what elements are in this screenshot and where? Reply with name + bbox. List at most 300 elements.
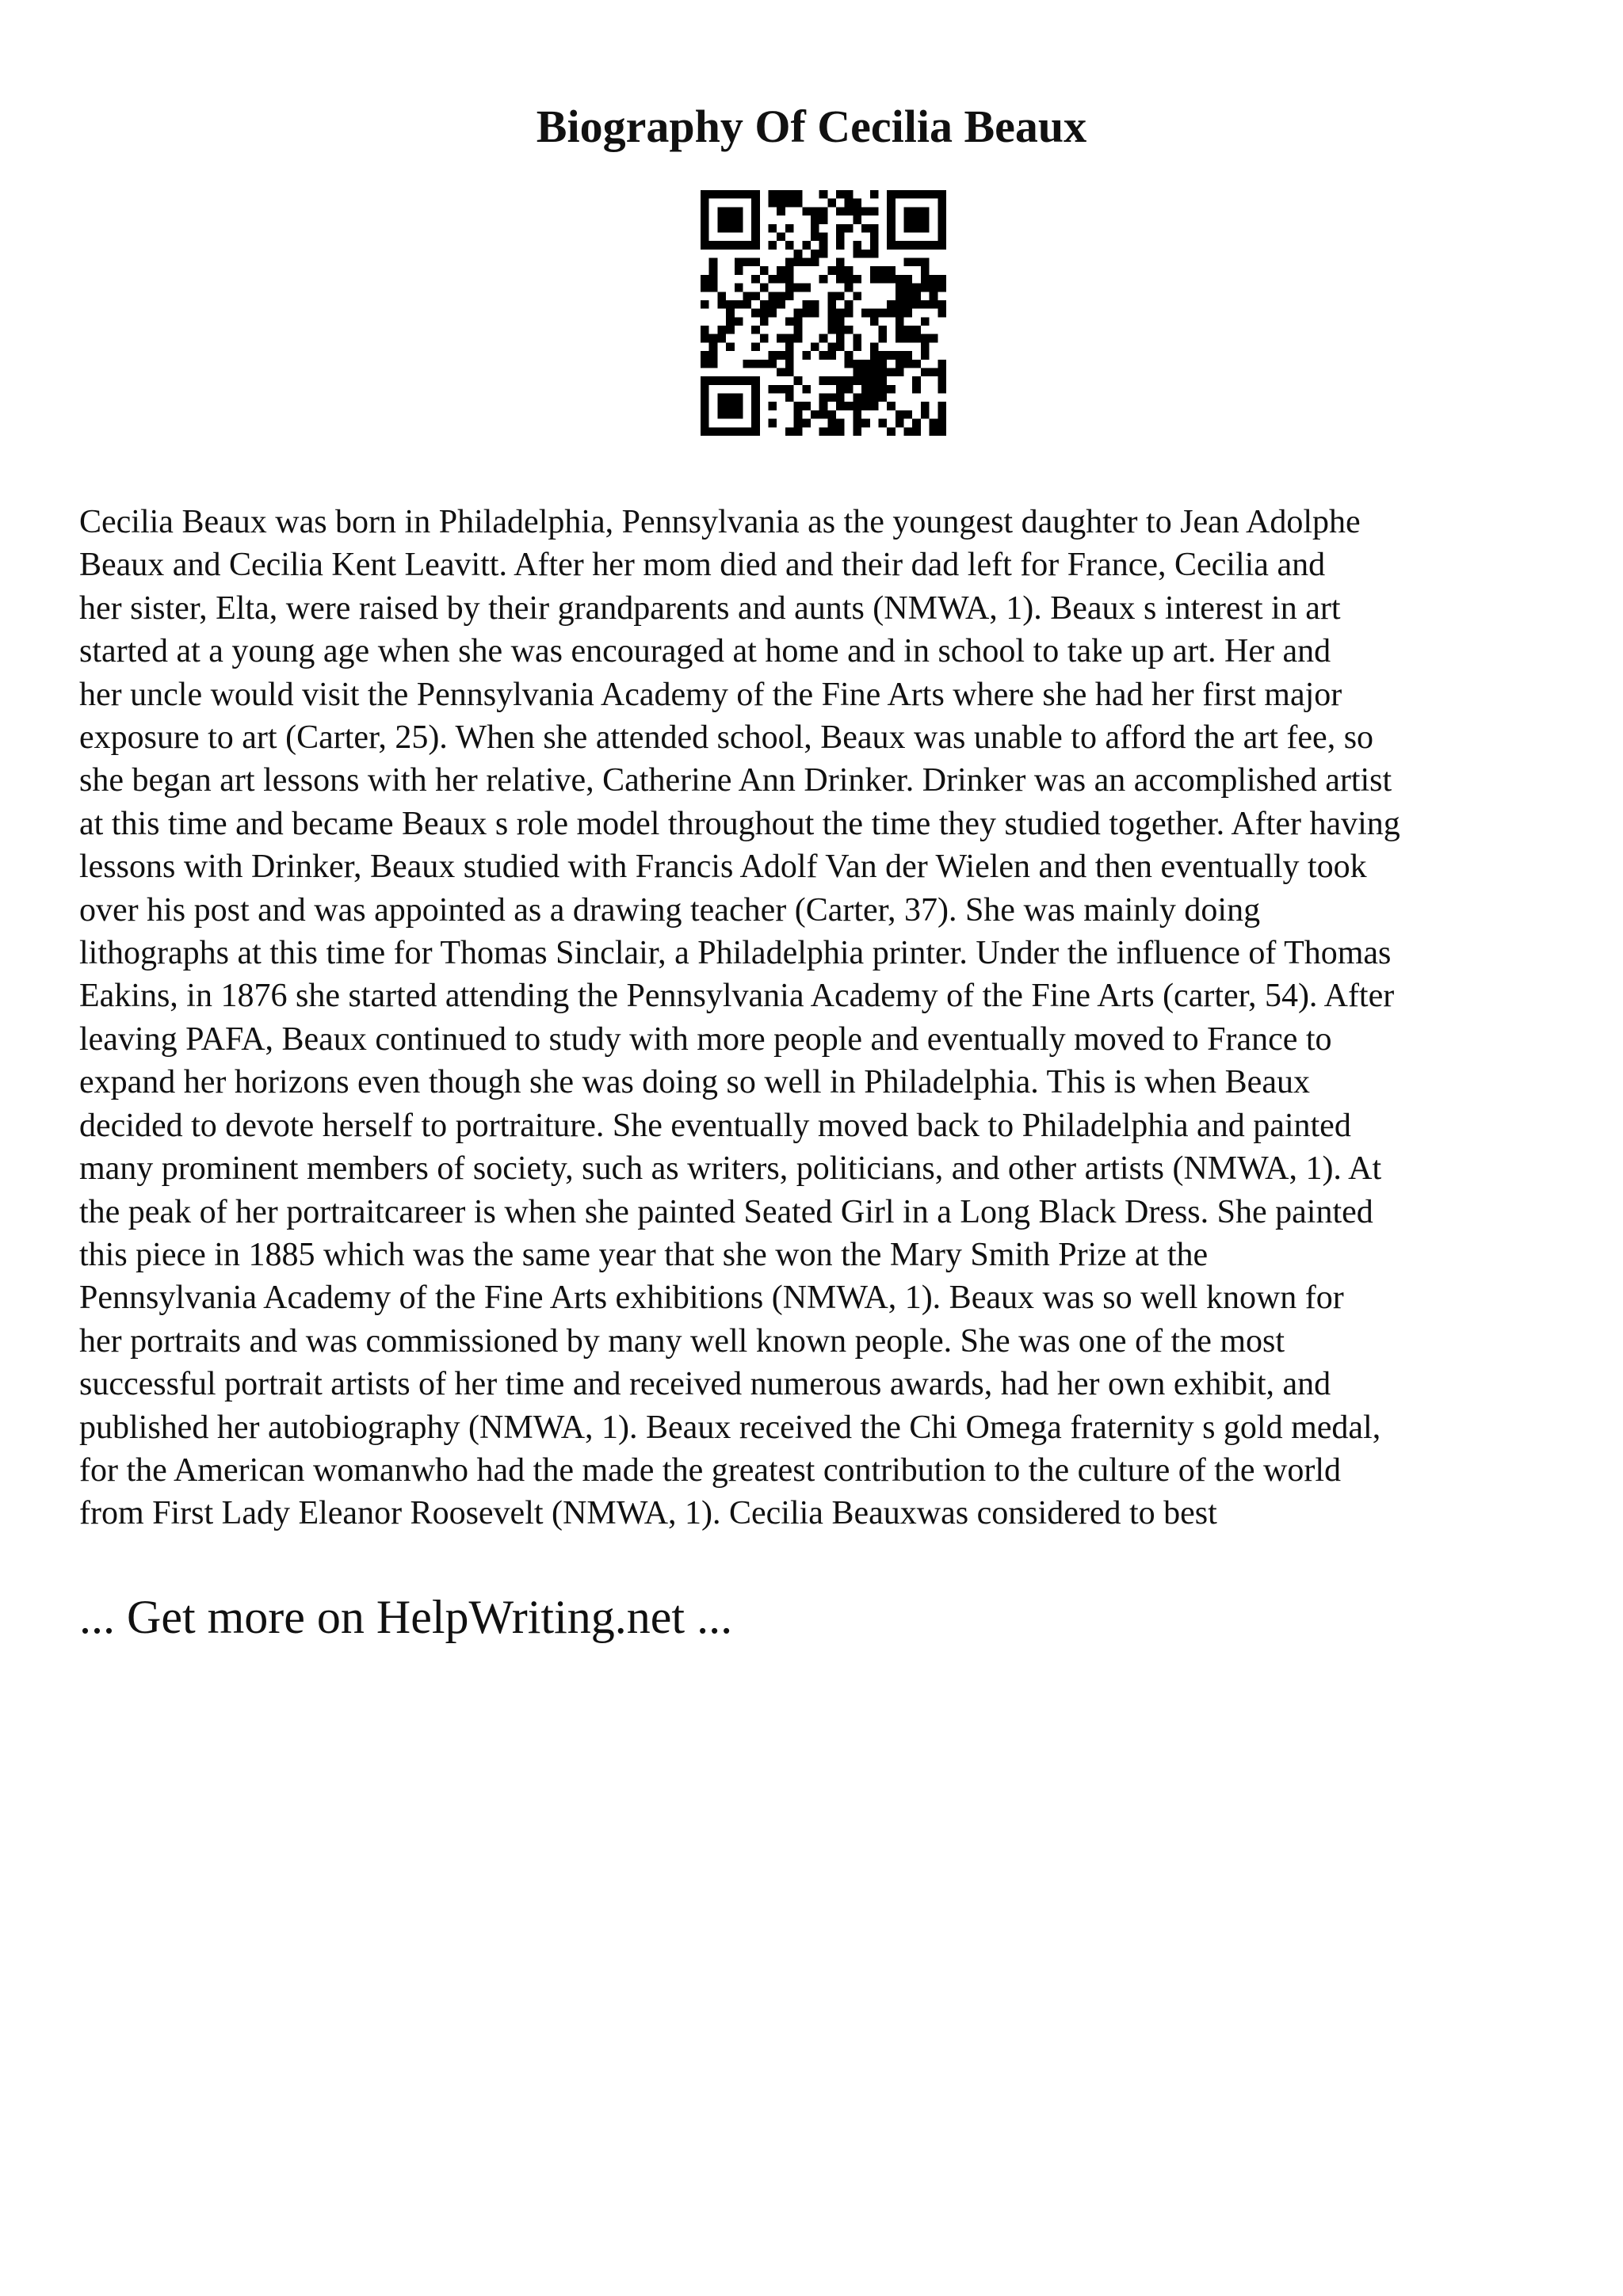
qr-module — [887, 232, 896, 241]
qr-module — [853, 394, 861, 402]
qr-module — [870, 241, 879, 250]
qr-module — [751, 402, 760, 410]
qr-module — [819, 410, 828, 419]
qr-module — [836, 292, 845, 300]
qr-module — [845, 326, 854, 334]
qr-module — [794, 250, 803, 258]
qr-module — [870, 351, 879, 360]
qr-module — [845, 309, 854, 318]
qr-module — [836, 309, 845, 318]
qr-module — [709, 351, 718, 360]
qr-module — [836, 385, 845, 394]
qr-module — [701, 419, 709, 428]
qr-module — [904, 300, 913, 309]
qr-module — [769, 300, 777, 309]
qr-module — [921, 402, 930, 410]
qr-module — [785, 275, 794, 284]
qr-module — [836, 207, 845, 215]
qr-module — [743, 427, 751, 436]
qr-module — [701, 376, 709, 385]
qr-module — [904, 207, 913, 215]
qr-module — [785, 351, 794, 360]
qr-module — [743, 241, 751, 250]
qr-module — [802, 241, 811, 250]
qr-module — [751, 199, 760, 208]
body-line: lithographs at this time for Thomas Sinclair, a Philadelphia printer. Under the influence of Thomas — [79, 935, 1392, 972]
qr-module — [769, 292, 777, 300]
qr-module — [836, 190, 845, 199]
qr-module — [709, 258, 718, 267]
qr-module — [896, 309, 904, 318]
qr-module — [912, 224, 921, 233]
qr-module — [709, 275, 718, 284]
qr-module — [853, 410, 861, 419]
body-line: for the American womanwho had the made the greatest contribution to the culture of the world — [79, 1451, 1342, 1489]
qr-module — [726, 309, 735, 318]
qr-module — [811, 342, 819, 351]
qr-module — [802, 258, 811, 267]
qr-module — [794, 258, 803, 267]
qr-module — [769, 199, 777, 208]
qr-module — [836, 232, 845, 241]
qr-module — [921, 284, 930, 292]
body-line: started at a young age when she was encouraged at home and in school to take up art. Her and — [79, 633, 1331, 670]
qr-module — [819, 334, 828, 343]
qr-module — [726, 241, 735, 250]
qr-module — [912, 326, 921, 334]
qr-module — [717, 326, 726, 334]
qr-module — [751, 419, 760, 428]
qr-module — [735, 410, 743, 419]
body-line: Eakins, in 1876 she started attending the Pennsylvania Academy of the Fine Arts (carter, 54). After — [79, 978, 1395, 1015]
qr-module — [717, 224, 726, 233]
qr-module — [769, 224, 777, 233]
document-title: Biography Of Cecilia Beaux — [536, 101, 1087, 152]
qr-module — [870, 232, 879, 241]
qr-module — [845, 266, 854, 275]
qr-module — [751, 342, 760, 351]
qr-module — [785, 394, 794, 402]
qr-module — [701, 402, 709, 410]
qr-module — [717, 394, 726, 402]
qr-module — [887, 351, 896, 360]
qr-module — [870, 342, 879, 351]
qr-module — [735, 258, 743, 267]
qr-module — [701, 190, 709, 199]
qr-module — [912, 215, 921, 224]
qr-module — [819, 402, 828, 410]
qr-module — [760, 334, 769, 343]
qr-module — [794, 326, 803, 334]
qr-module — [896, 419, 904, 428]
qr-module — [896, 300, 904, 309]
qr-module — [836, 334, 845, 343]
qr-module — [938, 385, 946, 394]
body-line: the peak of her portraitcareer is when she painted Seated Girl in a Long Black Dress. She painted — [79, 1193, 1373, 1230]
qr-module — [921, 317, 930, 326]
qr-module — [870, 317, 879, 326]
qr-module — [751, 292, 760, 300]
qr-module — [717, 207, 726, 215]
qr-module — [717, 402, 726, 410]
qr-module — [870, 207, 879, 215]
qr-module — [751, 360, 760, 368]
qr-module — [726, 376, 735, 385]
qr-module — [870, 224, 879, 233]
qr-module — [853, 402, 861, 410]
qr-module — [853, 376, 861, 385]
qr-module — [827, 427, 836, 436]
qr-module — [870, 376, 879, 385]
qr-module — [912, 427, 921, 436]
qr-module — [701, 427, 709, 436]
qr-module — [938, 402, 946, 410]
qr-module — [701, 326, 709, 334]
qr-module — [861, 207, 870, 215]
qr-code-icon[interactable] — [701, 190, 946, 436]
qr-module — [735, 402, 743, 410]
qr-module — [794, 317, 803, 326]
qr-module — [930, 334, 938, 343]
qr-module — [760, 284, 769, 292]
qr-module — [938, 427, 946, 436]
qr-module — [717, 376, 726, 385]
qr-module — [726, 224, 735, 233]
qr-module — [709, 334, 718, 343]
qr-module — [836, 224, 845, 233]
qr-module — [887, 241, 896, 250]
qr-module — [930, 190, 938, 199]
qr-module — [726, 394, 735, 402]
qr-module — [912, 207, 921, 215]
qr-module — [701, 385, 709, 394]
qr-module — [878, 376, 887, 385]
qr-module — [904, 190, 913, 199]
qr-module — [904, 292, 913, 300]
qr-module — [701, 394, 709, 402]
qr-module — [938, 224, 946, 233]
qr-module — [777, 190, 785, 199]
qr-module — [777, 199, 785, 208]
qr-module — [896, 317, 904, 326]
qr-module — [912, 376, 921, 385]
qr-module — [777, 334, 785, 343]
qr-module — [819, 207, 828, 215]
qr-module — [878, 394, 887, 402]
qr-module — [743, 292, 751, 300]
qr-module — [870, 360, 879, 368]
qr-module — [760, 317, 769, 326]
qr-module — [904, 334, 913, 343]
body-line: her sister, Elta, were raised by their grandparents and aunts (NMWA, 1). Beaux s interest in art — [79, 589, 1341, 627]
qr-module — [811, 215, 819, 224]
qr-module — [701, 284, 709, 292]
qr-module — [735, 224, 743, 233]
qr-module — [769, 275, 777, 284]
qr-module — [735, 190, 743, 199]
qr-module — [785, 224, 794, 233]
qr-module — [777, 232, 785, 241]
qr-module — [726, 342, 735, 351]
qr-module — [938, 215, 946, 224]
qr-module — [878, 419, 887, 428]
qr-module — [887, 224, 896, 233]
qr-module — [870, 275, 879, 284]
qr-module — [819, 394, 828, 402]
qr-module — [785, 317, 794, 326]
qr-module — [827, 292, 836, 300]
qr-module — [861, 368, 870, 376]
qr-module — [701, 224, 709, 233]
qr-module — [819, 241, 828, 250]
qr-module — [827, 300, 836, 309]
qr-module — [709, 284, 718, 292]
qr-module — [887, 266, 896, 275]
qr-module — [751, 309, 760, 318]
qr-module — [870, 394, 879, 402]
qr-module — [701, 207, 709, 215]
qr-module — [896, 326, 904, 334]
qr-module — [904, 360, 913, 368]
qr-module — [861, 309, 870, 318]
qr-module — [811, 224, 819, 233]
qr-module — [760, 309, 769, 318]
qr-module — [709, 427, 718, 436]
qr-module — [896, 351, 904, 360]
body-line: her portraits and was commissioned by many well known people. She was one of the most — [79, 1322, 1285, 1360]
qr-module — [845, 190, 854, 199]
body-line: Cecilia Beaux was born in Philadelphia, Pennsylvania as the youngest daughter to Jean Adolphe — [79, 504, 1361, 540]
qr-module — [878, 351, 887, 360]
qr-module — [735, 207, 743, 215]
qr-module — [726, 402, 735, 410]
qr-module — [912, 292, 921, 300]
qr-module — [811, 258, 819, 267]
qr-module — [777, 275, 785, 284]
qr-module — [896, 368, 904, 376]
qr-module — [794, 309, 803, 318]
qr-module — [912, 334, 921, 343]
qr-module — [794, 427, 803, 436]
qr-module — [878, 326, 887, 334]
qr-module — [827, 266, 836, 275]
qr-module — [785, 199, 794, 208]
qr-module — [870, 309, 879, 318]
qr-module — [904, 326, 913, 334]
qr-module — [819, 190, 828, 199]
qr-module — [751, 376, 760, 385]
qr-module — [726, 207, 735, 215]
body-line: decided to devote herself to portraiture. She eventually moved back to Philadelphia and painted — [79, 1107, 1351, 1144]
body-line: expand her horizons even though she was doing so well in Philadelphia. This is when Beaux — [79, 1064, 1310, 1101]
qr-module — [743, 258, 751, 267]
qr-module — [930, 275, 938, 284]
qr-module — [709, 241, 718, 250]
qr-module — [819, 427, 828, 436]
qr-module — [701, 360, 709, 368]
qr-module — [709, 360, 718, 368]
qr-module — [896, 275, 904, 284]
qr-module — [785, 266, 794, 275]
qr-module — [853, 275, 861, 284]
qr-module — [726, 326, 735, 334]
qr-module — [836, 419, 845, 428]
qr-module — [794, 376, 803, 385]
qr-module — [845, 351, 854, 360]
qr-module — [887, 275, 896, 284]
qr-module — [912, 284, 921, 292]
qr-module — [827, 317, 836, 326]
qr-module — [751, 258, 760, 267]
qr-module — [870, 266, 879, 275]
body-line: Pennsylvania Academy of the Fine Arts exhibitions (NMWA, 1). Beaux was so well known for — [79, 1280, 1344, 1317]
qr-module — [836, 376, 845, 385]
qr-module — [836, 427, 845, 436]
body-line: published her autobiography (NMWA, 1). Beaux received the Chi Omega fraternity s gold medal, — [79, 1409, 1381, 1446]
qr-module — [861, 419, 870, 428]
qr-module — [827, 342, 836, 351]
qr-module — [769, 419, 777, 428]
qr-module — [887, 427, 896, 436]
qr-module — [938, 241, 946, 250]
qr-module — [785, 258, 794, 267]
qr-module — [819, 232, 828, 241]
qr-module — [912, 419, 921, 428]
qr-module — [811, 207, 819, 215]
body-line: from First Lady Eleanor Roosevelt (NMWA, 1). Cecilia Beauxwas considered to best — [79, 1495, 1217, 1532]
qr-module — [717, 215, 726, 224]
qr-module — [717, 190, 726, 199]
qr-module — [887, 385, 896, 394]
qr-module — [811, 300, 819, 309]
qr-module — [717, 427, 726, 436]
qr-module — [878, 360, 887, 368]
qr-module — [802, 300, 811, 309]
qr-module — [743, 300, 751, 309]
qr-module — [709, 342, 718, 351]
qr-module — [785, 385, 794, 394]
qr-module — [921, 410, 930, 419]
qr-module — [887, 300, 896, 309]
qr-module — [794, 199, 803, 208]
qr-module — [853, 241, 861, 250]
qr-module — [769, 360, 777, 368]
qr-module — [777, 351, 785, 360]
qr-module — [904, 215, 913, 224]
qr-module — [802, 284, 811, 292]
qr-module — [887, 199, 896, 208]
qr-module — [827, 419, 836, 428]
qr-module — [836, 241, 845, 250]
qr-module — [921, 207, 930, 215]
qr-module — [701, 241, 709, 250]
qr-module — [845, 385, 854, 394]
qr-module — [853, 427, 861, 436]
qr-module — [751, 326, 760, 334]
qr-module — [735, 284, 743, 292]
qr-module — [845, 376, 854, 385]
body-line: her uncle would visit the Pennsylvania Academy of the Fine Arts where she had her first major — [79, 676, 1342, 713]
qr-module — [870, 402, 879, 410]
qr-module — [701, 275, 709, 284]
qr-module — [861, 250, 870, 258]
qr-module — [938, 300, 946, 309]
qr-module — [827, 410, 836, 419]
qr-module — [811, 410, 819, 419]
qr-module — [921, 190, 930, 199]
qr-module — [887, 368, 896, 376]
qr-module — [802, 351, 811, 360]
qr-module — [938, 207, 946, 215]
qr-module — [870, 250, 879, 258]
qr-module — [701, 334, 709, 343]
qr-module — [726, 190, 735, 199]
qr-module — [717, 334, 726, 343]
qr-module — [735, 376, 743, 385]
qr-module — [930, 292, 938, 300]
qr-module — [785, 284, 794, 292]
qr-module — [701, 300, 709, 309]
qr-module — [845, 275, 854, 284]
body-line: successful portrait artists of her time and received numerous awards, had her own exhibit, and — [79, 1366, 1331, 1403]
qr-module — [785, 241, 794, 250]
qr-module — [717, 300, 726, 309]
qr-module — [861, 394, 870, 402]
get-more-link[interactable]: ... Get more on HelpWriting.net ... — [79, 1591, 733, 1643]
qr-module — [938, 232, 946, 241]
qr-module — [785, 190, 794, 199]
qr-module — [760, 266, 769, 275]
qr-module — [735, 427, 743, 436]
qr-module — [861, 376, 870, 385]
qr-module — [751, 207, 760, 215]
qr-module — [938, 410, 946, 419]
qr-module — [878, 275, 887, 284]
qr-module — [751, 394, 760, 402]
qr-module — [853, 207, 861, 215]
qr-module — [861, 385, 870, 394]
qr-module — [921, 266, 930, 275]
qr-module — [930, 427, 938, 436]
qr-module — [769, 385, 777, 394]
qr-module — [735, 317, 743, 326]
qr-module — [938, 376, 946, 385]
qr-module — [938, 284, 946, 292]
qr-module — [921, 241, 930, 250]
qr-module — [938, 360, 946, 368]
qr-module — [760, 360, 769, 368]
qr-module — [709, 376, 718, 385]
body-line: Beaux and Cecilia Kent Leavitt. After her mom died and their dad left for France, Cecilia and — [79, 547, 1326, 584]
qr-code-graphic — [701, 190, 946, 436]
qr-module — [726, 427, 735, 436]
qr-module — [743, 376, 751, 385]
qr-module — [853, 368, 861, 376]
qr-module — [701, 199, 709, 208]
qr-module — [819, 275, 828, 284]
qr-module — [904, 224, 913, 233]
qr-module — [930, 284, 938, 292]
qr-module — [921, 342, 930, 351]
qr-module — [785, 360, 794, 368]
qr-module — [827, 376, 836, 385]
qr-module — [921, 368, 930, 376]
qr-module — [785, 427, 794, 436]
qr-module — [785, 368, 794, 376]
qr-module — [845, 199, 854, 208]
qr-module — [802, 385, 811, 394]
qr-module — [878, 266, 887, 275]
